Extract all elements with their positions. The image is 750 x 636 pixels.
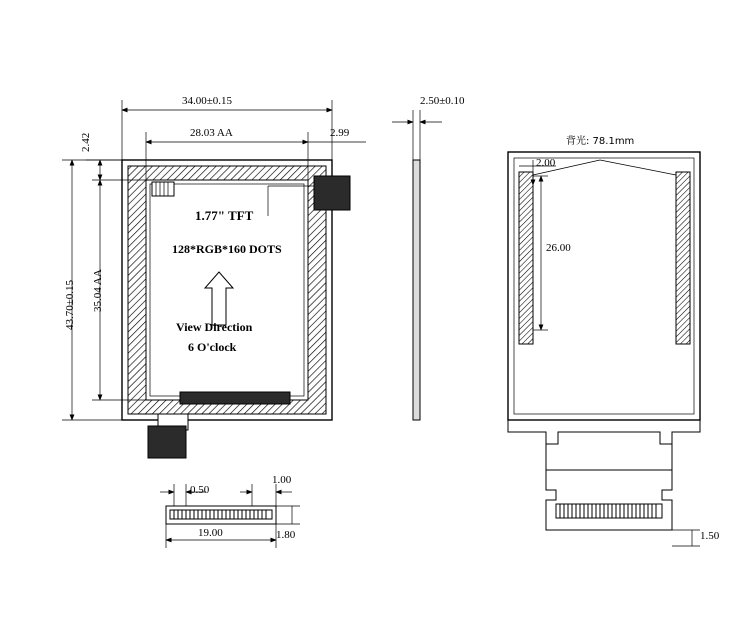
dim-aa-width: 28.03 AA xyxy=(190,127,233,139)
label-view-clock: 6 O'clock xyxy=(188,340,237,354)
label-resolution: 128*RGB*160 DOTS xyxy=(172,242,282,256)
label-view-direction: View Direction xyxy=(176,320,253,334)
dim-top-margin: 2.42 xyxy=(80,132,92,152)
dim-rear-top-offset: 2.00 xyxy=(536,157,556,169)
dim-rear-bottom-tail: 1.50 xyxy=(700,530,720,542)
dim-overall-width: 34.00±0.15 xyxy=(182,95,233,107)
dim-thickness: 2.50±0.10 xyxy=(420,95,465,107)
dim-right-margin: 2.99 xyxy=(330,127,350,139)
dim-fpc-pitch: 0.50 xyxy=(190,484,210,496)
dim-overall-height: 43.70±0.15 xyxy=(64,279,76,330)
dim-rear-bl-height: 26.00 xyxy=(546,242,571,254)
note-backlight: 背光: 78.1mm xyxy=(566,136,635,147)
label-panel-size: 1.77" TFT xyxy=(195,208,254,223)
dim-fpc-width: 19.00 xyxy=(198,527,223,539)
dim-fpc-pad: 1.00 xyxy=(272,474,292,486)
dim-aa-height: 35.04 AA xyxy=(92,269,104,312)
dim-fpc-thickness: 1.80 xyxy=(276,529,296,541)
